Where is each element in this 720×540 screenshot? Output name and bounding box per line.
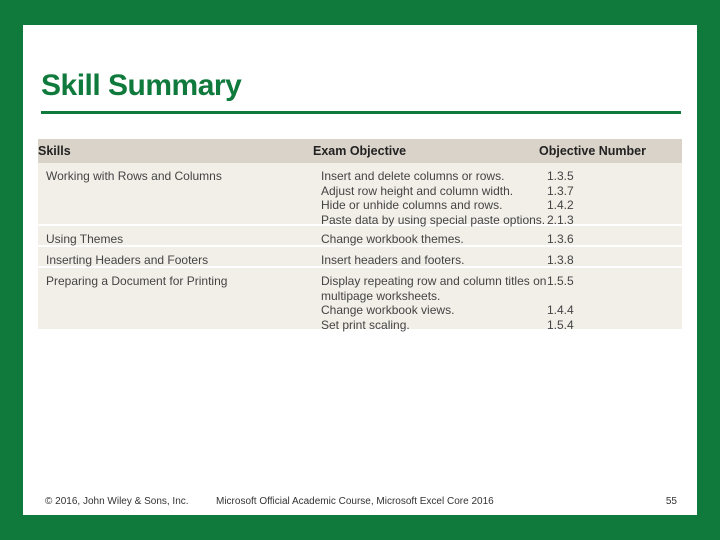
objective-number-cell: 1.5.4 — [547, 317, 574, 332]
objective-cell: Set print scaling. — [321, 317, 410, 332]
objective-number-cell: 1.3.8 — [547, 253, 574, 267]
objective-cell: Change workbook views. — [321, 303, 455, 318]
objective-cell: Hide or unhide columns and rows. — [321, 198, 503, 213]
objective-number-cell — [547, 289, 682, 304]
skill-cell: Inserting Headers and Footers — [46, 253, 209, 267]
objective-cell: Change workbook themes. — [321, 232, 464, 246]
skill-cell: Working with Rows and Columns — [46, 169, 222, 183]
slide-number: 55 — [665, 496, 677, 507]
objective-number-cell: 1.3.7 — [547, 183, 574, 198]
slide-title: Skill Summary — [41, 69, 242, 102]
objective-cell: Insert headers and footers. — [321, 253, 465, 267]
objective-number-cell: 1.3.5 — [547, 169, 574, 183]
footer-copyright: © 2016, John Wiley & Sons, Inc. — [45, 496, 189, 507]
table-header-row — [38, 139, 682, 163]
objective-cell: Insert and delete columns or rows. — [321, 169, 505, 183]
footer-course: Microsoft Official Academic Course, Microsoft Excel Core 2016 — [216, 496, 494, 507]
table-row — [38, 163, 682, 227]
skill-cell: Using Themes — [46, 232, 124, 246]
table-row — [38, 245, 682, 266]
title-underline — [41, 111, 681, 114]
objective-cell: Display repeating row and column titles on — [321, 274, 547, 288]
objective-cell: Adjust row height and column width. — [321, 183, 514, 198]
objective-cell: Paste data by using special paste options. — [321, 212, 546, 227]
table-row — [38, 224, 682, 245]
objective-number-cell: 1.5.5 — [547, 274, 574, 288]
skill-cell: Preparing a Document for Printing — [46, 274, 228, 288]
objective-number-cell: 1.4.2 — [547, 198, 574, 213]
objective-number-cell: 1.3.6 — [547, 232, 574, 246]
header-skills: Skills — [38, 144, 71, 158]
skill-summary-table — [38, 139, 682, 332]
table-row — [38, 266, 682, 332]
objective-number-cell: 2.1.3 — [547, 212, 574, 227]
header-exam-objective: Exam Objective — [313, 144, 407, 158]
header-objective-number: Objective Number — [539, 144, 646, 158]
slide — [23, 25, 697, 515]
objective-cell: multipage worksheets. — [321, 288, 441, 303]
objective-number-cell: 1.4.4 — [547, 303, 574, 318]
